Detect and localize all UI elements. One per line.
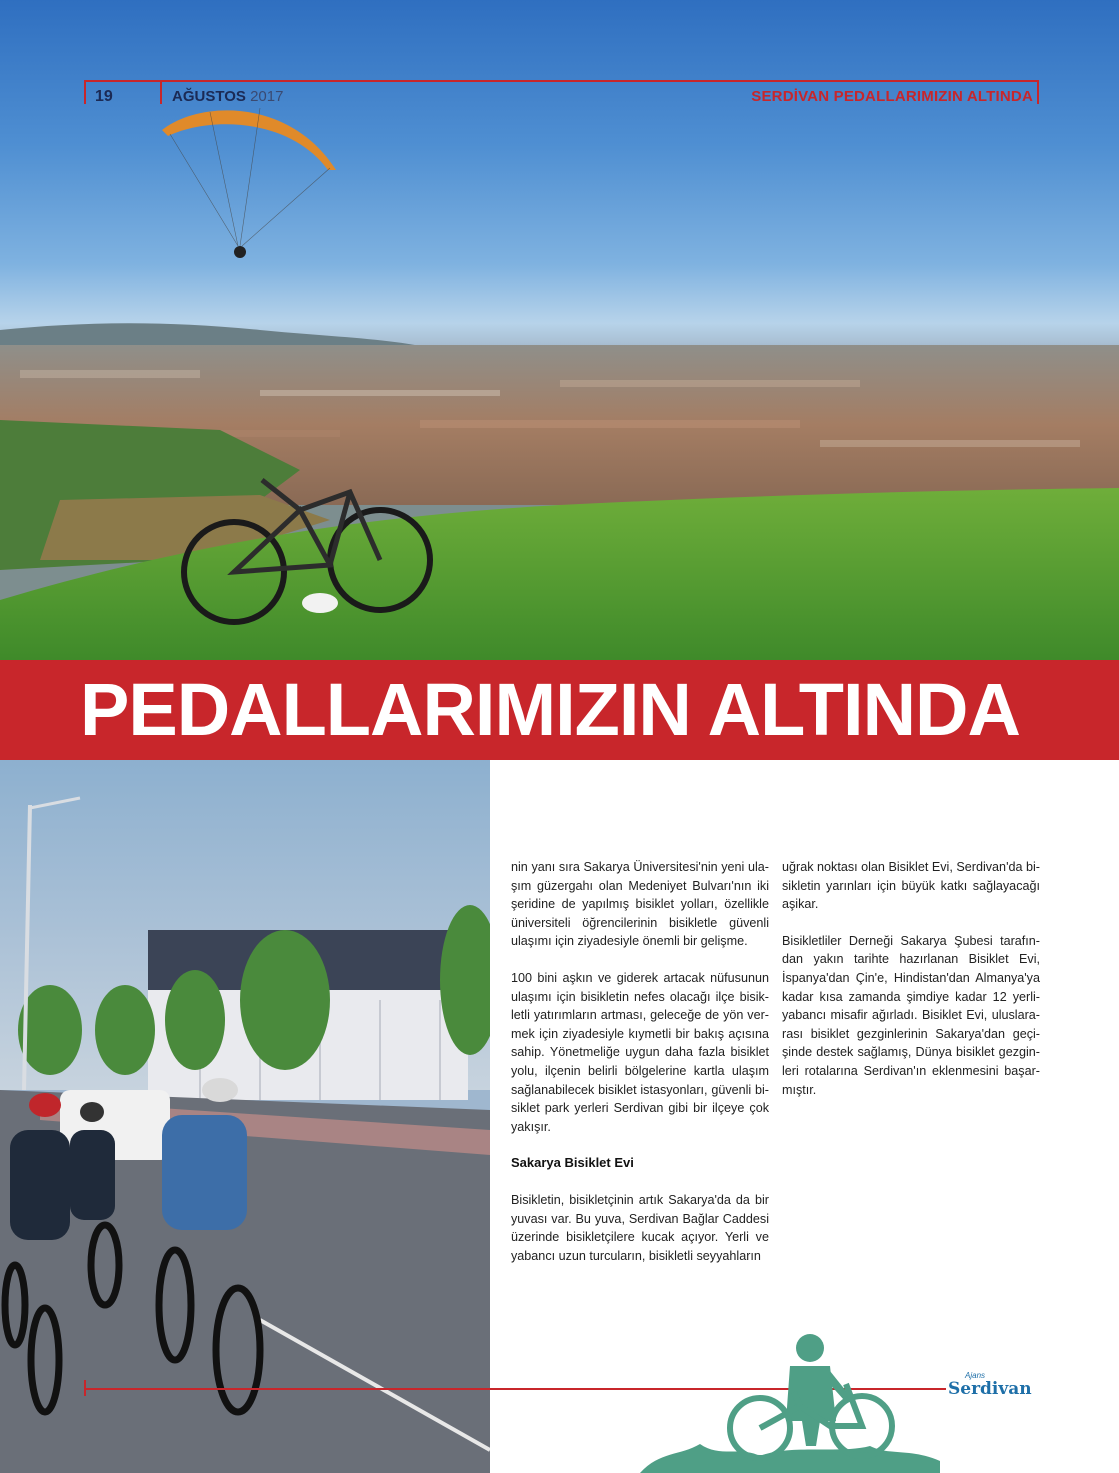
paragraph: uğrak noktası olan Bisiklet Evi, Serdivan'da bi- sikletin yarınları için büyük katkı sağlayacağı aşikar. — [782, 860, 1040, 912]
brand-logo-text: Serdivan — [948, 1379, 1032, 1399]
paragraph: Bisikletin, bisikletçinin artık Sakarya'da da bir yuvası var. Bu yuva, Serdivan Bağlar Caddesi üzerinde bisikletçilere kucak açıyor. Yerli ve yabancı uzun turcuların, bisikletli seyyahların — [511, 1192, 769, 1263]
brand-small-text: Ajans — [965, 1371, 986, 1380]
issue-month: AĞUSTOS — [172, 88, 246, 105]
cyclists-illustration — [0, 760, 490, 1473]
paragraph: 100 bini aşkın ve giderek artacak nüfusunun ulaşımı için bisikletin nefes olacağı ilçe bisik- letli yatırımların artması, geleceğe de yön ver- mek için ziyadesiyle kıymetli bir bakış açısına sahip. Yönetmeliğe uygun daha fazla bisiklet yolu, ilçenin belirli bölgelerine kartla ulaşım sağlanabilecek bisiklet istasyonları, güvenli bi- siklet park yerleri Serdivan gibi bir ilçeye çok yakışır. — [511, 970, 769, 1134]
paragraph: Bisikletliler Derneği Sakarya Şubesi tarafın- dan yakın tarihte hazırlanan Bisiklet Evi, İspanya'dan Çin'e, Hindistan'dan Almanya'ya kadar kısa zamanda şimdiye kadar 12 yerli- yabancı misafir ağırladı. Bisiklet Evi, uluslara- rası bisiklet gezginlerinin Sakarya'dan geçi- şinde destek sağlamış, Dünya bisiklet gezgin- leri rotalarına Serdivan'ın eklenmesini başar- mıştır. — [782, 933, 1040, 1097]
paraglider-pilot — [234, 246, 246, 258]
page-number: 19 — [95, 88, 113, 105]
header-divider — [1037, 80, 1039, 104]
footer-divider — [84, 1380, 86, 1396]
issue-date — [172, 88, 283, 105]
issue-year: 2017 — [250, 88, 284, 105]
child-cyclist-silhouette — [640, 1326, 940, 1473]
paraglider-wing — [162, 110, 336, 170]
helmet — [302, 593, 338, 613]
paragraph: nin yanı sıra Sakarya Üniversitesi'nin yeni ula- şım güzergahı olan Medeniyet Bulvarı'nın iki şeridine de yapılmış bisiklet yolları, özellikle üniversiteli öğrencilerinin bisikletle güvenli ulaşımı için ziyadesiyle önemli bir gelişme. — [511, 860, 769, 949]
article-title: PEDALLARIMIZIN ALTINDA — [80, 668, 1020, 751]
article-column-1 — [511, 858, 769, 1283]
header-divider — [84, 80, 86, 104]
cyclists-photo — [0, 760, 490, 1473]
subheading: Sakarya Bisiklet Evi — [511, 1155, 634, 1171]
paraglider-lines — [170, 108, 330, 246]
article-column-2 — [782, 858, 1040, 1117]
section-title: SERDİVAN PEDALLARIMIZIN ALTINDA — [751, 88, 1033, 105]
header-rule — [84, 80, 1039, 82]
header-divider — [160, 80, 162, 104]
